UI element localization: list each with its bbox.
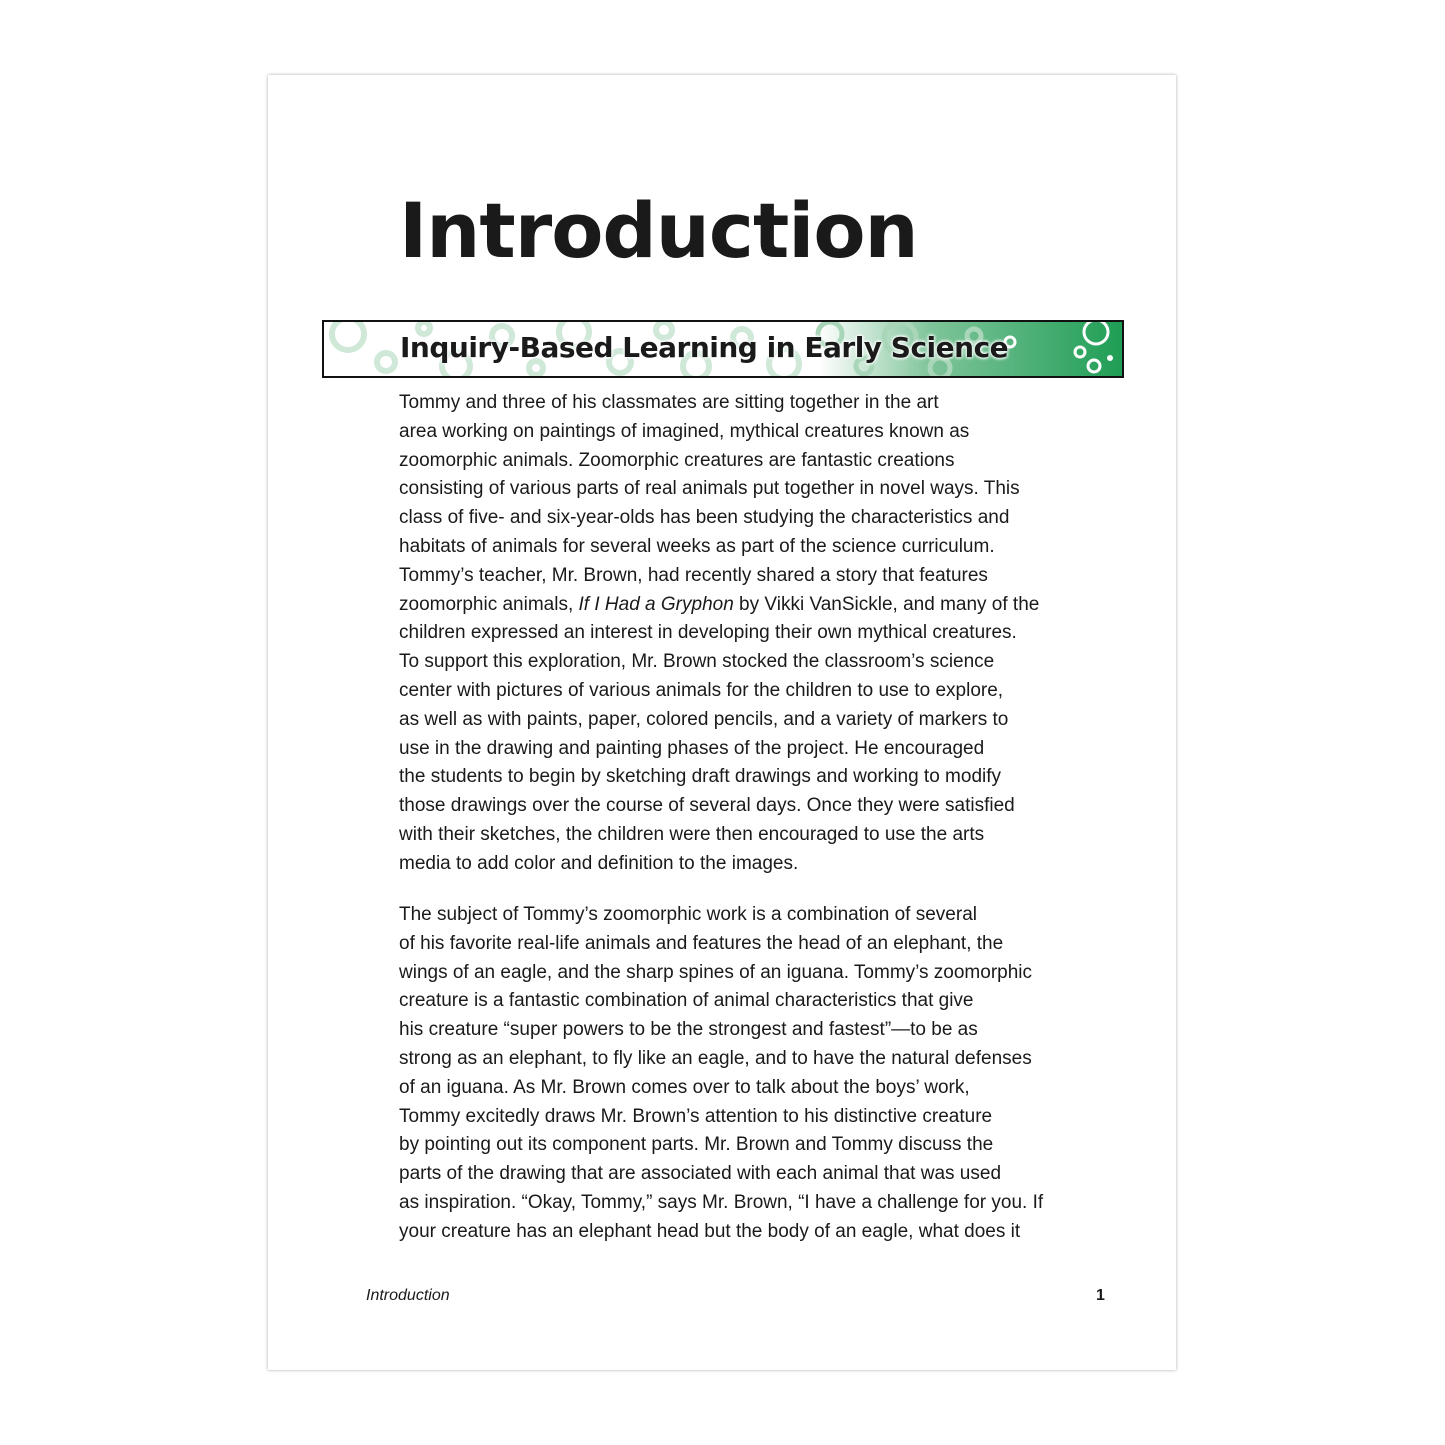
paragraph-2 <box>399 901 1059 1247</box>
text-line: as well as with paints, paper, colored pencils, and a variety of markers to <box>399 708 1009 730</box>
text-line: the students to begin by sketching draft drawings and working to modify <box>399 766 1002 788</box>
text-line: class of five- and six-year-olds has been studying the characteristics and <box>399 507 1010 529</box>
chapter-title: Introduction <box>399 186 918 275</box>
text-line: creature is a fantastic combination of animal characteristics that give <box>399 990 974 1012</box>
section-banner <box>322 320 1124 378</box>
text-line: habitats of animals for several weeks as part of the science curriculum. <box>399 535 995 557</box>
document-page <box>268 75 1176 1370</box>
text-line: with their sketches, the children were then encouraged to use the arts <box>399 823 985 845</box>
text-line: children expressed an interest in developing their own mythical creatures. <box>399 622 1017 644</box>
text-line: Tommy excitedly draws Mr. Brown’s attention to his distinctive creature <box>399 1105 993 1127</box>
paragraph-1 <box>399 389 1059 879</box>
section-heading: Inquiry-Based Learning in Early Science <box>400 331 1009 364</box>
page-number: 1 <box>1096 1287 1105 1304</box>
text-line: your creature has an elephant head but the body of an eagle, what does it <box>399 1220 1021 1242</box>
text-line: use in the drawing and painting phases of the project. He encouraged <box>399 737 985 759</box>
text-fragment: zoomorphic animals, <box>399 593 579 615</box>
text-line: consisting of various parts of real animals put together in novel ways. This <box>399 478 1020 500</box>
text-line-with-book-title <box>399 591 1059 620</box>
text-line: area working on paintings of imagined, mythical creatures known as <box>399 420 970 442</box>
text-line: of an iguana. As Mr. Brown comes over to talk about the boys’ work, <box>399 1076 970 1098</box>
text-line: those drawings over the course of several days. Once they were satisfied <box>399 795 1015 817</box>
text-line: Tommy’s teacher, Mr. Brown, had recently shared a story that features <box>399 564 988 586</box>
book-title: If I Had a Gryphon <box>578 593 734 615</box>
text-line: wings of an eagle, and the sharp spines of an iguana. Tommy’s zoomorphic <box>399 961 1033 983</box>
text-line: media to add color and definition to the images. <box>399 852 799 874</box>
text-line: Tommy and three of his classmates are sitting together in the art <box>399 392 939 413</box>
text-line: of his favorite real-life animals and features the head of an elephant, the <box>399 932 1004 954</box>
text-line: center with pictures of various animals for the children to use to explore, <box>399 679 1004 701</box>
text-line: parts of the drawing that are associated with each animal that was used <box>399 1163 1002 1185</box>
text-line: zoomorphic animals. Zoomorphic creatures are fantastic creations <box>399 449 955 471</box>
text-line: his creature “super powers to be the strongest and fastest”—to be as <box>399 1019 978 1041</box>
text-line: as inspiration. “Okay, Tommy,” says Mr. Brown, “I have a challenge for you. If <box>399 1191 1044 1213</box>
text-line: The subject of Tommy’s zoomorphic work is a combination of several <box>399 904 977 925</box>
text-fragment: by Vikki VanSickle, and many of the <box>733 593 1040 615</box>
text-line: by pointing out its component parts. Mr. Brown and Tommy discuss the <box>399 1134 994 1156</box>
text-line: To support this exploration, Mr. Brown stocked the classroom’s science <box>399 651 995 673</box>
footer-running-title: Introduction <box>366 1287 450 1304</box>
text-line: strong as an elephant, to fly like an eagle, and to have the natural defenses <box>399 1047 1032 1069</box>
